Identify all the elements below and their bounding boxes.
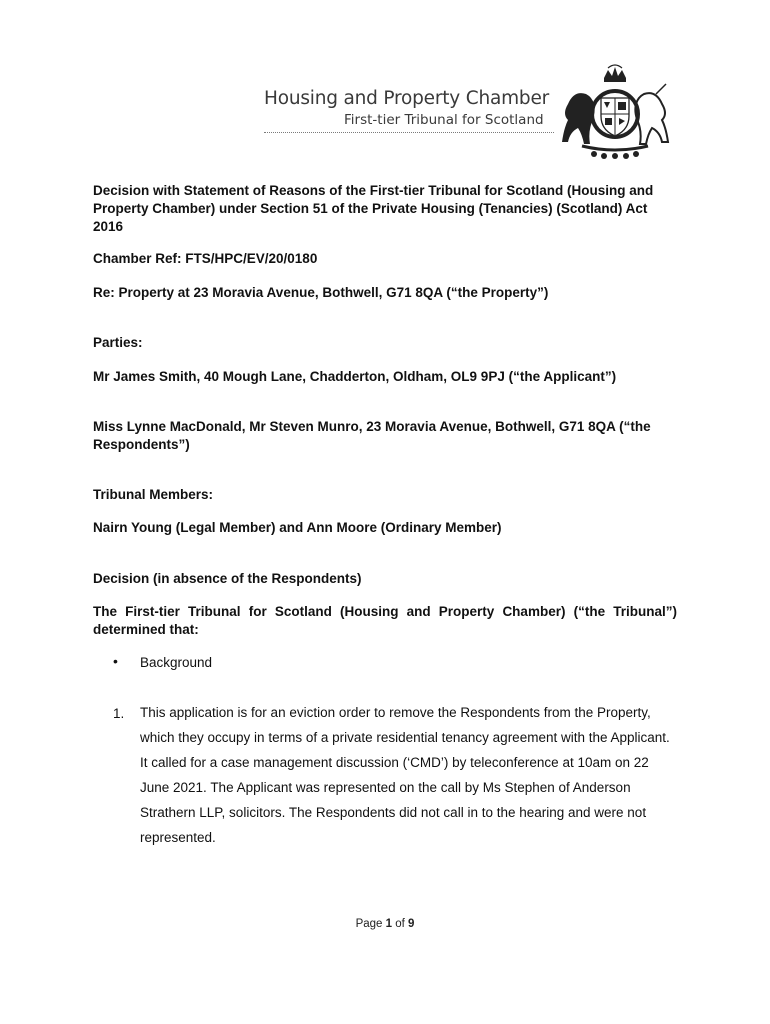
of-word: of: [395, 918, 405, 930]
parties-label: Parties:: [93, 335, 143, 350]
total-pages: 9: [408, 918, 415, 930]
paragraph-number: 1.: [113, 706, 125, 721]
page-word: Page: [355, 918, 383, 930]
section-heading-background: Background: [140, 655, 213, 670]
tribunal-members-label: Tribunal Members:: [93, 487, 214, 502]
paragraph-1: This application is for an eviction order to remove the Respondents from the Property, which they occupy in terms of a private residential tenancy agreement with the Applicant. It called for a case management discussion (‘CMD’) by teleconference at 10am on 22 June 2021. The Applicant was represented on the call by Ms Stephen of Anderson Strathern LLP, solicitors. The Respondents did not call in to the hearing and were not represented.: [140, 705, 670, 845]
document-heading: Decision with Statement of Reasons of the First-tier Tribunal for Scotland (Housing and Property Chamber) under Section 51 of the Private Housing (Tenancies) (Scotland) Act 2016: [93, 183, 654, 234]
royal-coat-of-arms-icon: [560, 64, 670, 160]
chamber-title: Housing and Property Chamber: [264, 88, 550, 109]
respondents-details: Miss Lynne MacDonald, Mr Steven Munro, 23 Moravia Avenue, Bothwell, G71 8QA (“the Respondents”): [93, 419, 651, 452]
header-rule: [264, 132, 554, 133]
decision-label: Decision (in absence of the Respondents): [93, 571, 362, 586]
property-reference: Re: Property at 23 Moravia Avenue, Bothwell, G71 8QA (“the Property”): [93, 285, 549, 300]
applicant-details: Mr James Smith, 40 Mough Lane, Chadderton, Oldham, OL9 9PJ (“the Applicant”): [93, 369, 617, 384]
page-number: 1: [385, 918, 393, 930]
page-header: [262, 64, 672, 164]
chamber-reference: Chamber Ref: FTS/HPC/EV/20/0180: [93, 251, 318, 266]
determination-statement: The First-tier Tribunal for Scotland (Housing and Property Chamber) (“the Tribunal”) determined that:: [93, 604, 677, 637]
page-footer: [0, 918, 770, 930]
chamber-subtitle: First-tier Tribunal for Scotland: [344, 112, 544, 128]
bullet-marker: •: [113, 653, 118, 669]
tribunal-members: Nairn Young (Legal Member) and Ann Moore (Ordinary Member): [93, 520, 502, 535]
